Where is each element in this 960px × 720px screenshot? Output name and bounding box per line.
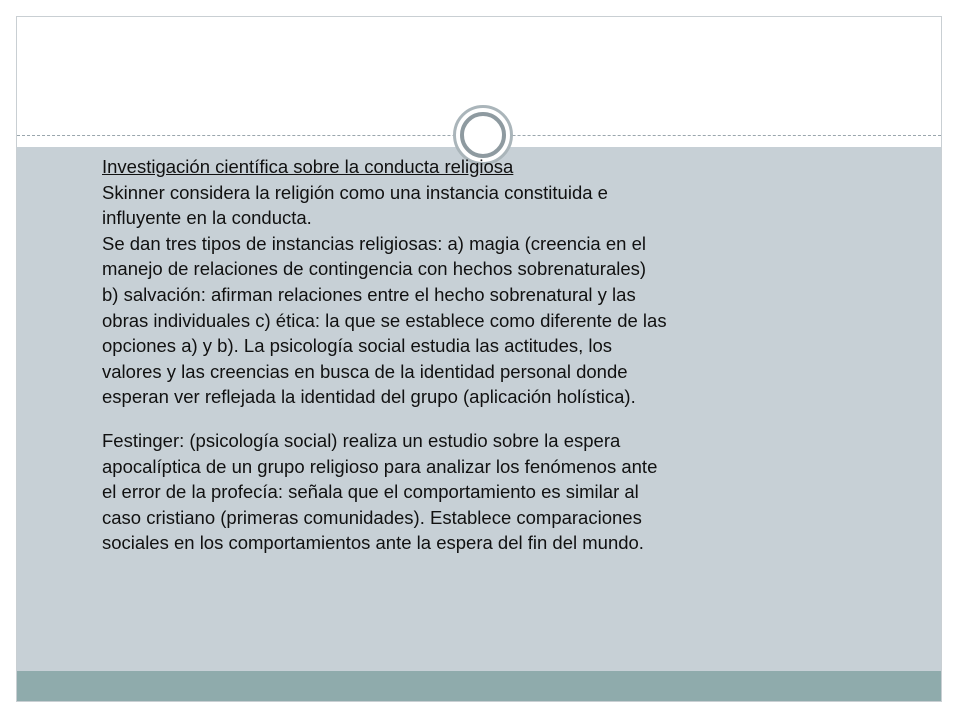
paragraph-festinger: Festinger: (psicología social) realiza un estudio sobre la espera apocalíptica de un grupo religioso para analizar los fenómenos ante el error de la profecía: señala que el comportamiento es similar al caso cristiano (primeras comunidades). Establece comparaciones sociales en los comportamientos ante la espera del fin del mundo. [102,429,658,554]
paragraph-spacer [102,410,802,428]
footer-band [17,671,941,702]
slide-text-body [102,154,802,556]
paragraph-skinner: Skinner considera la religión como una instancia constituida e influyente en la conducta. Se dan tres tipos de instancias religiosas: a) magia (creencia en el manejo de relaciones de contingencia con hechos sobrenaturales) b) salvación: afirman relaciones entre el hecho sobrenatural y las obras individuales c) ética: la que se establece como diferente de las opciones a) y b). La psicología social estudia las actitudes, los valores y las creencias en busca de la identidad personal donde esperan ver reflejada la identidad del grupo (aplicación holística). [102,181,667,408]
slide-heading: Investigación científica sobre la conducta religiosa [102,156,514,177]
